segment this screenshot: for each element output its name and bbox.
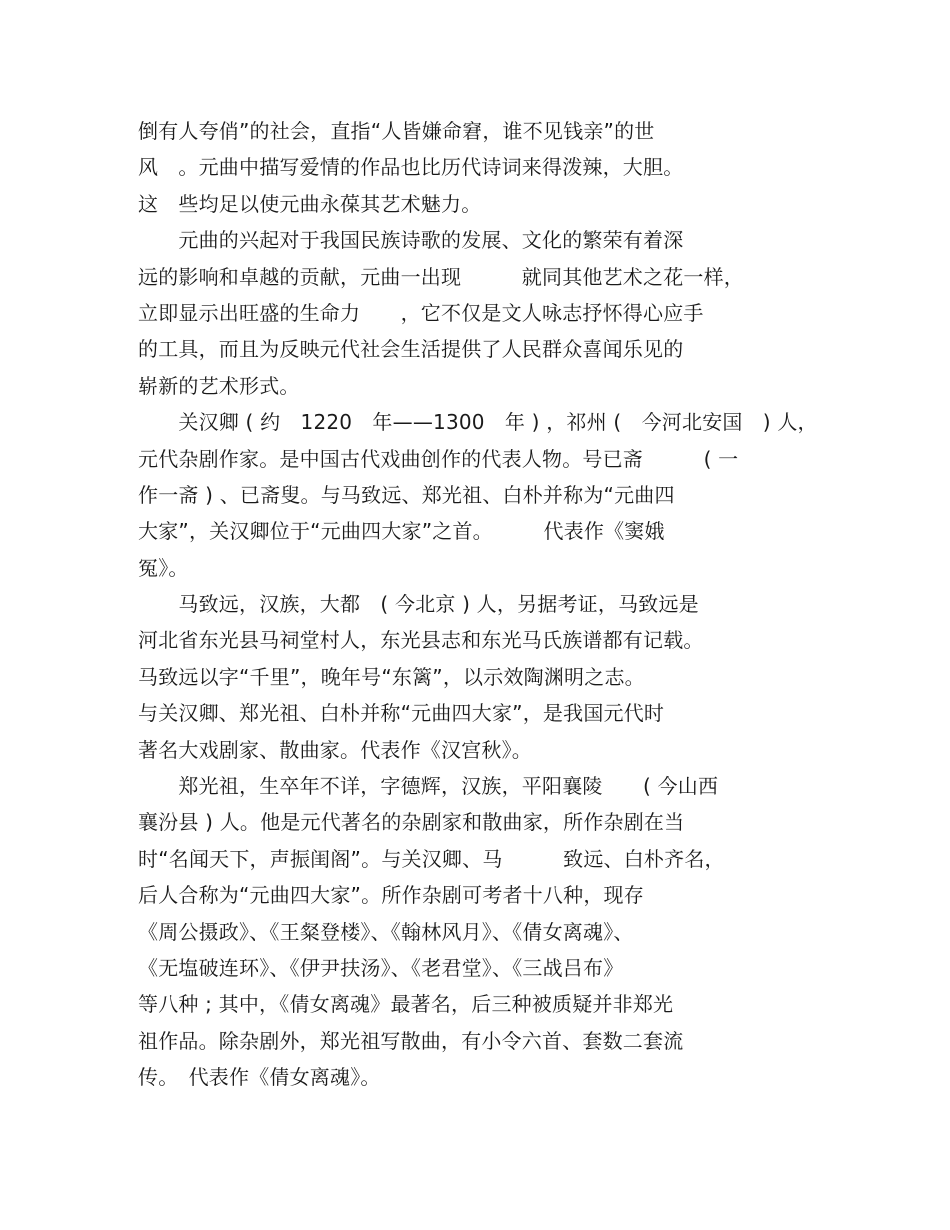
text-line: 关汉卿 ( 约 1220 年——1300 年 ) ，祁州 ( 今河北安国 ) 人， xyxy=(138,410,818,435)
text-line: 冤》。 xyxy=(138,555,189,580)
text-line: 《周公摄政》、《王粲登楼》、《翰林风月》、《倩女离魂》、 xyxy=(138,919,634,944)
text-line: 传。 代表作《倩女离魂》。 xyxy=(138,1065,381,1090)
text-line: 祖作品。除杂剧外，郑光祖写散曲，有小令六首、套数二套流 xyxy=(138,1028,684,1053)
text-line: 立即显示出旺盛的生命力 ，它不仅是文人咏志抒怀得心应手 xyxy=(138,300,704,325)
text-line: 作一斋 ) 、已斋叟。与马致远、郑光祖、白朴并称为“元曲四 xyxy=(138,482,675,507)
text-line: 元曲的兴起对于我国民族诗歌的发展、文化的繁荣有着深 xyxy=(138,228,684,253)
text-line: 后人合称为“元曲四大家”。所作杂剧可考者十八种，现存 xyxy=(138,883,644,908)
text-line: 《无塩破连环》、《伊尹扶汤》、《老君堂》、《三战吕布》 xyxy=(138,955,624,980)
text-line: 马致远，汉族，大都 ( 今北京 ) 人，另据考证，马致远是 xyxy=(138,592,699,617)
text-line: 襄汾县 ) 人。他是元代著名的杂剧家和散曲家，所作杂剧在当 xyxy=(138,810,685,835)
body-text xyxy=(138,113,828,1096)
text-line: 大家”，关汉卿位于“元曲四大家”之首。 代表作《窦娥 xyxy=(138,519,665,544)
text-line: 等八种 ; 其中，《倩女离魂》最著名，后三种被质疑并非郑光 xyxy=(138,992,674,1017)
text-line: 风 。元曲中描写爱情的作品也比历代诗词来得泼辣，大胆。 xyxy=(138,155,684,180)
text-line: 元代杂剧作家。是中国古代戏曲创作的代表人物。号已斋 ( 一 xyxy=(138,446,739,471)
text-line: 时“名闻天下，声振闺阁”。与关汉卿、马 致远、白朴齐名， xyxy=(138,846,725,871)
text-line: 郑光祖，生卒年不详，字德辉，汉族，平阳襄陵 ( 今山西 xyxy=(138,774,719,799)
text-line: 崭新的艺术形式。 xyxy=(138,373,300,398)
text-line: 马致远以字“千里”，晚年号“东篱”，以示效陶渊明之志。 xyxy=(138,664,645,689)
text-line: 这 些均足以使元曲永葆其艺术魅力。 xyxy=(138,191,482,216)
text-line: 倒有人夸俏”的社会，直指“人皆嫌命窘，谁不见钱亲”的世 xyxy=(138,119,655,143)
text-line: 与关汉卿、郑光祖、白朴并称“元曲四大家”，是我国元代时 xyxy=(138,701,665,726)
text-line: 远的影响和卓越的贡献，元曲一出现 就同其他艺术之花一样， xyxy=(138,264,744,289)
text-line: 的工具，而且为反映元代社会生活提供了人民群众喜闻乐见的 xyxy=(138,337,684,362)
text-line: 河北省东光县马祠堂村人，东光县志和东光马氏族谱都有记载。 xyxy=(138,628,704,653)
text-line: 著名大戏剧家、散曲家。代表作《汉宫秋》。 xyxy=(138,737,532,762)
